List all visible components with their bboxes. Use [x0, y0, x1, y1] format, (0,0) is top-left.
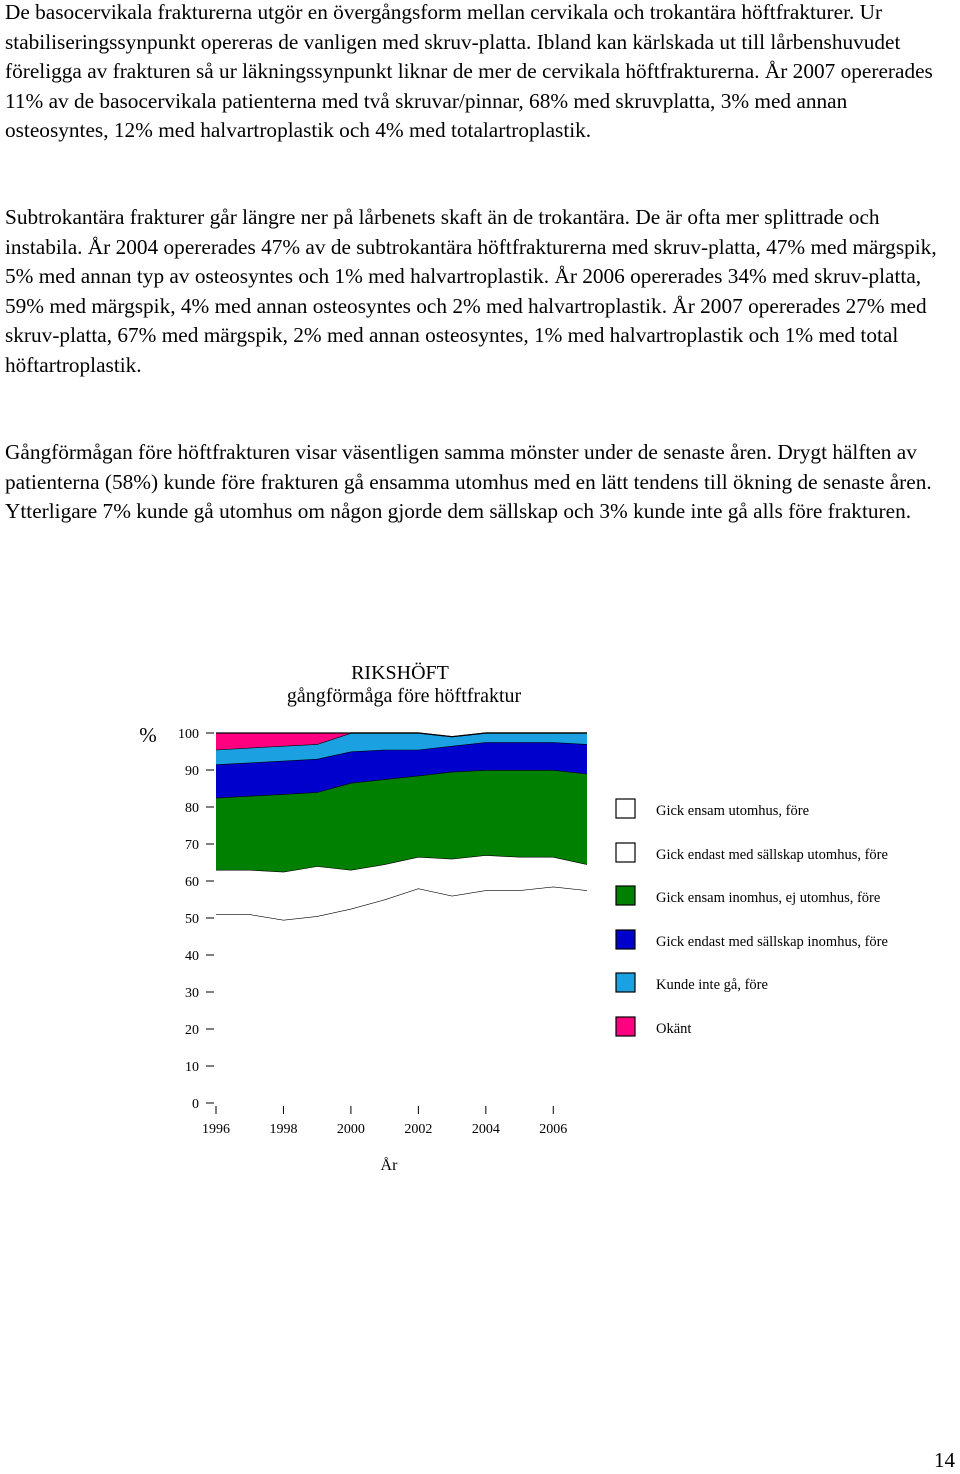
x-tick-label: 2000 [336, 1122, 365, 1137]
chart-canvas [0, 640, 960, 1200]
legend-swatch [616, 799, 635, 818]
area-series-0 [216, 887, 587, 1103]
y-tick-label: 30 [185, 986, 199, 1001]
y-tick-label: 80 [185, 801, 199, 816]
legend-label: Gick ensam inomhus, ej utomhus, före [656, 890, 881, 906]
y-tick-label: 0 [192, 1097, 199, 1112]
legend-label: Gick ensam utomhus, före [656, 803, 810, 819]
y-axis-label: % [139, 723, 157, 747]
paragraph-subtrochanteric: Subtrokantära frakturer går längre ner på lårbenets skaft än de trokantära. De är ofta mer splittrade och instabila. År 2004 opererades 47% av de subtrokantära höftfrakturerna med skruv-platta, 47% med märgspik, 5% med annan typ av osteosyntes och 1% med halvartroplastik. År 2006 opererades 34% med skruv-platta, 59% med märgspik, 4% med annan osteosyntes och 2% med halvartroplastik. År 2007 opererades 27% med skruv-platta, 67% med märgspik, 2% med annan osteosyntes, 1% med halvartroplastik och 1% med total höftartroplastik. [5, 205, 937, 377]
page-number: 14 [934, 1448, 955, 1472]
y-tick-label: 40 [185, 949, 199, 964]
chart-title: RIKSHÖFT [351, 662, 449, 684]
legend-swatch [616, 843, 635, 862]
legend-label: Okänt [656, 1021, 692, 1037]
paragraph-basocervical: De basocervikala frakturerna utgör en övergångsform mellan cervikala och trokantära höftfrakturer. Ur stabiliseringssynpunkt opereras de vanligen med skruv-platta. Ibland kan kärlskada ut till lårbenshuvudet föreligga av frakturen så ur läkningssynpunkt liknar de mer de cervikala höftfrakturerna. År 2007 opererades 11% av de basocervikala patienterna med två skruvar/pinnar, 68% med skruvplatta, 3% med annan osteosyntes, 12% med halvartroplastik och 4% med totalartroplastik. [5, 0, 933, 143]
y-tick-label: 50 [185, 912, 199, 927]
legend-swatch [616, 1017, 635, 1036]
legend-swatch [616, 973, 635, 992]
legend-label: Gick endast med sällskap inomhus, före [656, 934, 888, 950]
x-tick-label: 1996 [202, 1122, 230, 1137]
legend-swatch [616, 886, 635, 905]
x-tick-label: 1998 [269, 1122, 298, 1137]
legend-label: Gick endast med sällskap utomhus, före [656, 847, 888, 863]
chart-subtitle: gångförmåga före höftfraktur [286, 685, 522, 707]
walking-ability-chart [0, 640, 960, 1200]
y-tick-label: 100 [178, 727, 199, 742]
y-tick-label: 90 [185, 764, 199, 779]
x-axis-label: År [380, 1157, 398, 1174]
y-tick-label: 20 [185, 1023, 199, 1038]
legend-swatch [616, 930, 635, 949]
legend-label: Kunde inte gå, före [656, 977, 768, 993]
y-tick-label: 60 [185, 875, 199, 890]
x-tick-label: 2004 [471, 1122, 500, 1137]
y-tick-label: 70 [185, 838, 199, 853]
x-tick-label: 2002 [404, 1122, 433, 1137]
x-tick-label: 2006 [539, 1122, 568, 1137]
y-tick-label: 10 [185, 1060, 199, 1075]
paragraph-walking-ability: Gångförmågan före höftfrakturen visar väsentligen samma mönster under de senaste åren. Drygt hälften av patienterna (58%) kunde före frakturen gå ensamma utomhus med en lätt tendens till ökning de senaste åren. Ytterligare 7% kunde gå utomhus om någon gjorde dem sällskap och 3% kunde inte gå alls före frakturen. [5, 440, 932, 524]
